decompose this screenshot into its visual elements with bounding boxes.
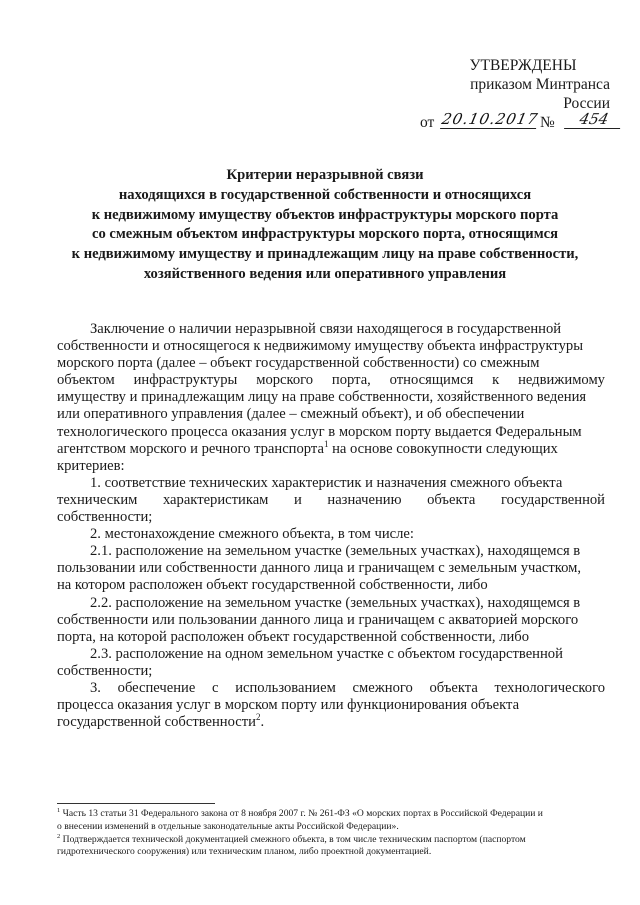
word: с xyxy=(212,679,219,696)
heading-line: находящихся в государственной собственности и относящихся xyxy=(118,186,532,203)
body-text-span: государственной собственности xyxy=(57,714,256,731)
word: относящимся xyxy=(389,372,474,389)
word: порта, xyxy=(331,372,371,389)
approval-title: УТВЕРЖДЕНЫ xyxy=(469,57,577,74)
body-line: на котором расположен объект государственной собственности, либо xyxy=(57,577,488,594)
criterion-2-2: 2.2. расположение на земельном участке (земельных участках), находящемся в xyxy=(90,594,581,611)
word: инфраструктуры xyxy=(133,372,238,389)
criterion-2-1: 2.1. расположение на земельном участке (земельных участках), находящемся в xyxy=(90,543,581,560)
word: к xyxy=(492,372,500,389)
body-line: имуществу и принадлежащим лицу на праве собственности, хозяйственного ведения xyxy=(57,389,587,406)
handwritten-number: 454 xyxy=(564,110,624,129)
heading-line: со смежным объектом инфраструктуры морского порта, относящимся xyxy=(91,226,559,243)
word: назначению xyxy=(327,491,402,508)
body-line: собственности или пользовании данного лица и граничащем с акваторией морского xyxy=(57,611,579,628)
footnote-1 xyxy=(57,808,609,821)
footnotes xyxy=(57,808,609,859)
footnote-2 xyxy=(57,834,609,847)
approval-date-line xyxy=(420,110,620,133)
word: 3. xyxy=(90,679,101,696)
body-line: порта, на которой расположен объект государственной собственности, либо xyxy=(57,628,530,645)
document-heading xyxy=(40,166,610,285)
word: и xyxy=(294,491,302,508)
footnote-2-cont: гидротехнического сооружения) или техническим планом, либо проектной документацией. xyxy=(57,846,432,858)
body-text-span: Заключение о наличии неразрывной связи находящегося в государственной xyxy=(90,321,562,337)
word: объектом xyxy=(57,372,115,389)
word: смежного xyxy=(352,679,413,696)
word: объекта xyxy=(427,491,476,508)
body-line: критериев: xyxy=(57,457,125,474)
word: недвижимому xyxy=(518,372,605,389)
criterion-1: 1. соответствие технических характеристик и назначения смежного объекта xyxy=(90,474,563,491)
body-line: или оперативного управления (далее – смежный объект), и об обеспечении xyxy=(57,406,525,423)
approval-stamp xyxy=(420,56,620,133)
body-line xyxy=(57,321,605,338)
body-line: собственности; xyxy=(57,662,153,679)
footnote-text: Часть 13 статьи 31 Федерального закона от 8 ноября 2007 г. № 261-ФЗ «О морских портах в Российской Федерации и xyxy=(60,808,543,819)
footnote-divider xyxy=(57,803,215,804)
heading-line: хозяйственного ведения или оперативного управления xyxy=(143,265,507,282)
footnote-1-cont: о внесении изменений в отдельные законодательные акты Российской Федерации». xyxy=(57,820,399,832)
body-line-justified xyxy=(57,492,605,509)
handwritten-date: 20.10.2017 xyxy=(440,110,540,128)
word: использованием xyxy=(235,679,336,696)
word: характеристикам xyxy=(162,491,269,508)
criterion-2-3: 2.3. расположение на одном земельном участке с объектом государственной xyxy=(90,645,563,662)
word: морского xyxy=(256,372,314,389)
body-line: морского порта (далее – объект государственной собственности) со смежным xyxy=(57,355,540,372)
document-body xyxy=(57,321,605,731)
body-line: собственности и относящегося к недвижимому имуществу объекта инфраструктуры xyxy=(57,338,583,355)
heading-line: к недвижимому имуществу объектов инфраструктуры морского порта xyxy=(91,206,559,223)
word: государственной xyxy=(500,491,605,508)
footnote-ref: 2 xyxy=(255,712,261,723)
approval-order: приказом Минтранса России xyxy=(470,76,610,112)
footnote-text: Подтверждается технической документацией смежного объекта, в том числе техническим паспортом (паспортом xyxy=(60,833,526,845)
criterion-2: 2. местонахождение смежного объекта, в том числе: xyxy=(90,526,414,543)
body-text-span: на основе совокупности следующих xyxy=(328,440,558,457)
word: объекта xyxy=(429,679,478,696)
body-line: процесса оказания услуг в морском порту или функционирования объекта xyxy=(57,697,520,714)
heading-line: к недвижимому имуществу и принадлежащим лицу на праве собственности, xyxy=(71,246,579,263)
word: техническим xyxy=(57,491,138,508)
footnote-ref: 1 xyxy=(323,438,329,449)
body-line xyxy=(57,438,605,458)
word: обеспечение xyxy=(117,679,196,696)
number-prefix: № xyxy=(540,114,555,131)
footnote-marker: 2 xyxy=(57,832,61,840)
body-line: собственности; xyxy=(57,509,153,526)
body-text-span: агентством морского и речного транспорта xyxy=(57,440,324,457)
body-text-span: . xyxy=(260,714,265,731)
body-line xyxy=(57,714,605,731)
body-line-justified xyxy=(57,372,605,389)
date-prefix: от xyxy=(420,114,435,131)
footnote-marker: 1 xyxy=(57,806,61,814)
criterion-3 xyxy=(57,680,605,697)
body-line: пользовании или собственности данного лица и граничащем с земельным участком, xyxy=(57,560,581,577)
heading-line: Критерии неразрывной связи xyxy=(226,167,424,183)
body-line: технологического процесса оказания услуг в морском порту выдается Федеральным xyxy=(57,423,582,440)
word: технологического xyxy=(494,679,605,696)
